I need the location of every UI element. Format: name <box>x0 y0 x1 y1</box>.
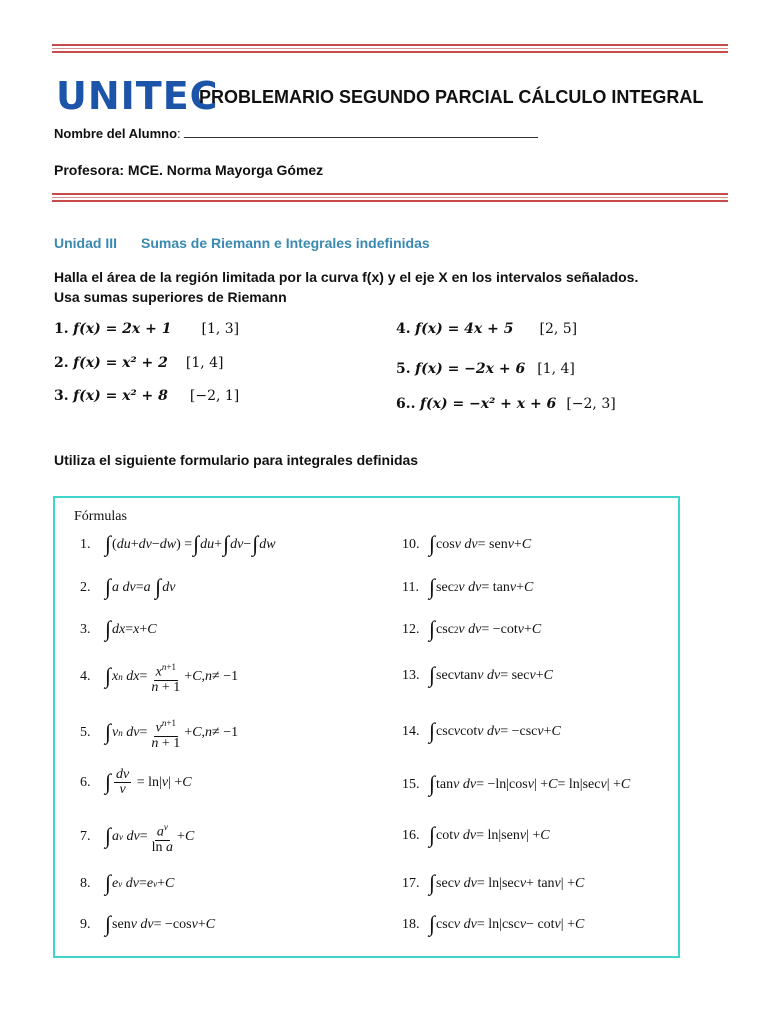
formulario-instruction: Utiliza el siguiente formulario para integrales definidas <box>54 452 419 468</box>
problem-5: 5. f(x) = −2x + 6 [1, 4] <box>396 361 575 377</box>
unit-heading <box>54 234 430 252</box>
formula-10: 10. ∫ cos v dv = sen v + C <box>402 531 532 556</box>
instruction-line-2: Usa sumas superiores de Riemann <box>54 289 287 305</box>
section-divider <box>52 193 728 202</box>
formula-1: 1. ∫ ( du + dv − dw ) = ∫ du + ∫ dv − ∫ dw <box>80 531 276 556</box>
problem-6: 6.. f(x) = −x² + x + 6 [−2, 3] <box>396 396 616 412</box>
formula-13: 13. ∫ sec v tan v dv = sec v + C <box>402 662 553 687</box>
formula-17: 17. ∫ sec v dv = ln|sec v + tan v | + C <box>402 870 585 895</box>
unit-number: Unidad III <box>54 235 117 251</box>
formula-box-title: Fórmulas <box>74 509 127 524</box>
formula-18: 18. ∫ csc v dv = ln|csc v − cot v | + C <box>402 911 585 936</box>
formula-8: 8. ∫ e v dv = e v + C <box>80 870 175 895</box>
student-name-label: Nombre del Alumno <box>54 126 178 141</box>
teacher-line: Profesora: MCE. Norma Mayorga Gómez <box>54 162 324 178</box>
document-title: PROBLEMARIO SEGUNDO PARCIAL CÁLCULO INTEGRAL <box>199 87 704 107</box>
formula-15: 15. ∫ tan v dv = −ln|cos v | + C = ln|sec v | + C <box>402 771 631 796</box>
unitec-logo: UNITEC <box>56 74 219 118</box>
formula-16: 16. ∫ cot v dv = ln|sen v | + C <box>402 822 550 847</box>
problem-3: 3. f(x) = x² + 8 [−2, 1] <box>54 388 240 404</box>
formula-5: 5. ∫ v n dv = $\frac{v^{n+1}}{n + 1}$ + C , n ≠ −1 <box>80 718 239 751</box>
formula-7: 7. ∫ a v dv = $\frac{a^v}{\text{ln a}}$ + C <box>80 822 195 855</box>
formula-14: 14. ∫ csc v cot v dv = −csc v + C <box>402 718 561 743</box>
top-divider <box>52 44 728 53</box>
formula-3: 3. ∫ dx = x + C <box>80 616 157 641</box>
formula-4: 4. ∫ x n dx = $\frac{x^{n+1}}{n + 1}$ + C , n ≠ −1 <box>80 662 239 695</box>
unit-name: Sumas de Riemann e Integrales indefinidas <box>141 235 430 251</box>
formula-11: 11. ∫ sec 2 v dv = tan v + C <box>402 574 534 599</box>
instruction-line-1: Halla el área de la región limitada por la curva f(x) y el eje X en los intervalos señalados. <box>54 269 639 285</box>
student-name-blank[interactable] <box>184 125 538 138</box>
student-name-line: Nombre del Alumno: <box>54 125 538 142</box>
formula-12: 12. ∫ csc 2 v dv = −cot v + C <box>402 616 542 641</box>
problem-2: 2. f(x) = x² + 2 [1, 4] <box>54 355 224 371</box>
formula-2: 2. ∫ a dv = a ∫ dv <box>80 574 176 599</box>
formula-9: 9. ∫ sen v dv = −cos v + C <box>80 911 216 936</box>
formula-6: 6. ∫ $\frac{dv}{v}$ = ln| v | + C <box>80 767 192 797</box>
problem-1: 1. f(x) = 2x + 1 [1, 3] <box>54 321 240 337</box>
problem-4: 4. f(x) = 4x + 5 [2, 5] <box>396 321 578 337</box>
